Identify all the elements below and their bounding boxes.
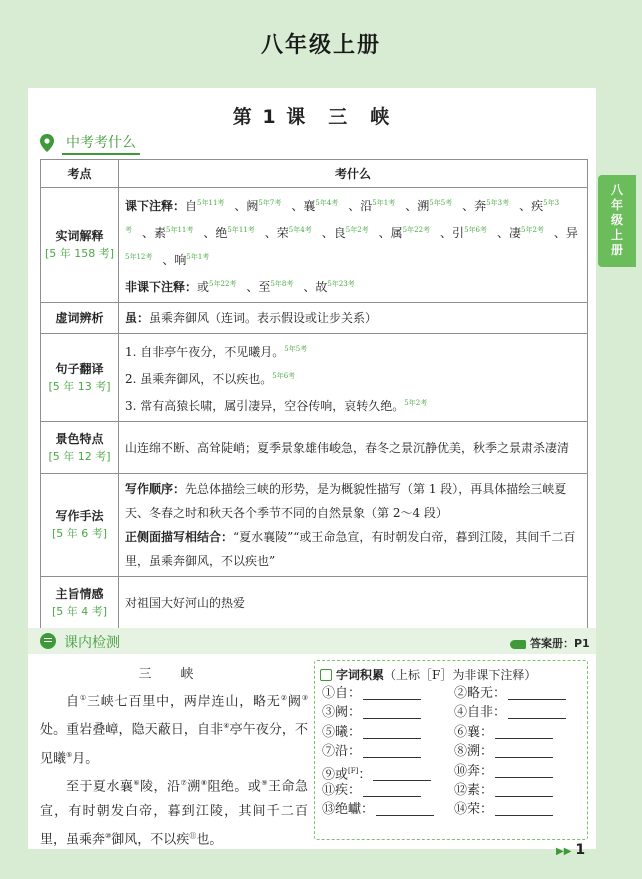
writing-order-label: 写作顺序： [125, 482, 186, 496]
side-tab-char: 八 [610, 183, 623, 197]
annotated-word: 、良 [321, 226, 346, 240]
vocab-label: ⑤曦： [322, 724, 362, 740]
exam-count: 5年6考 [272, 372, 296, 380]
vocab-item [454, 684, 586, 703]
vocab-label: ④自非： [454, 705, 507, 721]
annotated-word: 、襄 [291, 199, 316, 213]
answer-blank[interactable] [495, 784, 553, 797]
vocab-label: ⑩奔： [454, 763, 494, 779]
vocab-label: ③阙： [322, 705, 362, 721]
sentence-text: 3. 常有高猿长啸，属引凄异，空谷传响，哀转久绝。 [125, 399, 405, 413]
row-key-count: [5 年 4 考] [51, 604, 108, 618]
poem-text-run: 处。重岩叠嶂，隐天蔽日，自非 [40, 722, 224, 738]
lesson-title: 第 1 课 三 峡 [232, 106, 392, 128]
hand-pointer-icon [510, 640, 526, 649]
row-key-text: 实词解释 [55, 229, 104, 243]
annotated-word: 、引 [440, 226, 465, 240]
table-row [41, 188, 588, 303]
answer-blank[interactable] [363, 706, 421, 719]
annotated-word: 、异 [553, 226, 578, 240]
exam-count: 5年2考 [404, 399, 428, 407]
row-value [119, 474, 588, 577]
exam-count: 5年6考 [464, 226, 487, 234]
vocab-label: ⑥襄： [454, 724, 494, 740]
poem-paragraph [40, 771, 308, 853]
poem-text-run: 也。 [196, 832, 223, 848]
vocab-label: ⑨或 [322, 766, 349, 782]
vocab-grid [322, 684, 586, 820]
answer-blank[interactable] [363, 726, 421, 739]
annotated-word: 、奔 [462, 199, 487, 213]
poem-text [40, 686, 308, 853]
footnote-marker: ③ [301, 694, 308, 702]
vocab-label: ⑦沿： [322, 744, 362, 760]
word-list-2 [125, 272, 581, 299]
answer-blank[interactable] [495, 765, 553, 778]
footnote-marker: ② [280, 694, 288, 702]
annotated-word: 、疾 [519, 199, 544, 213]
book-title: 八年级上册 [260, 33, 381, 58]
side-tab-char: 级 [610, 213, 623, 227]
exam-count: 5年7考 [258, 199, 282, 207]
row-key [41, 422, 119, 474]
footnote-marker: ① [79, 694, 87, 702]
writing-technique-text: “夏水襄陵”“或王命急宣，有时朝发白帝，暮到江陵，其间千二百里，虽乘奔御风，不以疾也” [125, 530, 576, 568]
exam-count: 5年8考 [270, 280, 294, 288]
row-key-count: [5 年 6 考] [51, 527, 108, 540]
function-word-text: 虽乘奔御风（连词。表示假设或让步关系） [149, 311, 378, 325]
exam-count: 5年23考 [327, 280, 355, 288]
exam-count: 5年12考 [125, 253, 153, 261]
exam-count: 5年5考 [284, 345, 308, 353]
side-tab-char: 年 [610, 198, 623, 212]
vocab-item [454, 723, 586, 742]
exam-count: 5年11考 [227, 226, 255, 234]
poem-text-run: 溯 [187, 779, 201, 795]
row-key-text: 句子翻译 [55, 361, 104, 376]
row-key-count: [5 年 12 考] [48, 449, 111, 463]
annotated-word: 、至 [246, 280, 271, 294]
row-value [119, 334, 588, 422]
poem-text-run: 月。 [72, 750, 99, 766]
exam-count: 5年3考 [125, 199, 560, 234]
left-frame [0, 88, 28, 879]
poem-text-run: 王命急宣，有时朝发白帝，暮到江陵，其间千二百里，虽乘奔 [40, 779, 308, 848]
poem-text-run: 至于夏水襄 [66, 779, 134, 795]
answer-reference[interactable] [510, 635, 590, 651]
vocab-label: ⑫素： [454, 782, 494, 798]
row-key [41, 474, 119, 577]
writing-technique-label: 正侧面描写相结合： [125, 530, 234, 544]
vocab-item [454, 800, 586, 819]
writing-order [125, 477, 581, 525]
answer-blank[interactable] [508, 706, 566, 719]
poem-text-run: 亭午夜分，不见曦 [40, 722, 308, 766]
annotated-word: 、沿 [348, 199, 373, 213]
poem-title: 三 峡 [138, 667, 202, 682]
answer-blank[interactable] [495, 745, 553, 758]
vocab-item [322, 781, 454, 800]
edit-icon [320, 669, 332, 681]
exam-count: 5年2考 [521, 226, 544, 234]
answer-blank[interactable] [373, 768, 431, 781]
vocab-item [322, 762, 454, 781]
side-tab[interactable] [598, 175, 636, 267]
annotated-word: 、绝 [203, 226, 228, 240]
exam-count: 5年1考 [372, 199, 396, 207]
answer-blank[interactable] [363, 687, 421, 700]
footnote-marker: ⑨ [261, 778, 269, 787]
table-row [41, 334, 588, 422]
function-word-label: 虽： [125, 311, 150, 325]
footnote-marker: ⑩ [105, 832, 112, 841]
answer-blank[interactable] [495, 726, 553, 739]
annotated-word: 自 [185, 199, 198, 213]
exam-count: 5年11考 [197, 199, 225, 207]
list-icon [40, 633, 56, 649]
side-tab-char: 册 [610, 243, 623, 257]
sentence [125, 391, 581, 418]
annotated-word: 、属 [378, 226, 403, 240]
section-heading [40, 132, 140, 154]
annotated-word: 、溯 [405, 199, 430, 213]
section2-title: 课内检测 [64, 635, 120, 651]
bottom-band [0, 849, 642, 879]
row-key-text: 景色特点 [55, 431, 104, 446]
table-row [41, 422, 588, 474]
vocab-label: ⑪疾： [322, 782, 362, 798]
vocab-label: ⑭荣： [454, 802, 494, 818]
answer-text: 答案册：P1 [530, 637, 590, 650]
annotated-word: 、故 [303, 280, 328, 294]
poem-text-run: 自 [66, 694, 80, 710]
poem-text-run: 御风，不以疾 [111, 832, 190, 848]
exam-count: 5年5考 [429, 199, 453, 207]
answer-blank[interactable] [495, 803, 553, 816]
row-key-text: 主旨情感 [55, 586, 104, 601]
row-value [119, 188, 588, 303]
header-key: 考点 [41, 160, 119, 188]
answer-blank[interactable] [363, 745, 421, 758]
sentence-text: 2. 虽乘奔御风，不以疾也。 [125, 372, 273, 386]
row-key-count: [5 年 158 考] [44, 247, 115, 260]
annotated-word: 或 [197, 280, 210, 294]
theme-text: 对祖国大好河山的热爱 [125, 595, 246, 610]
vocab-title: 字词积累 [336, 668, 385, 682]
answer-blank[interactable] [363, 784, 421, 797]
annotated-word: 、凄 [496, 226, 521, 240]
footnote-marker: ⑪ [189, 832, 197, 841]
row-key-count: [5 年 13 考] [48, 379, 111, 393]
sentence [125, 364, 581, 391]
exam-count: 5年3考 [486, 199, 510, 207]
word-items [125, 199, 578, 267]
table-row [41, 303, 588, 334]
vocab-item [322, 723, 454, 742]
table-row [41, 577, 588, 629]
vocab-item [322, 742, 454, 761]
vocab-item [454, 762, 586, 781]
page-number-text: 1 [575, 842, 586, 858]
answer-blank[interactable] [508, 687, 566, 700]
location-pin-icon [40, 134, 54, 152]
note-label: 课下注释： [125, 199, 186, 213]
header-value: 考什么 [119, 160, 588, 188]
vocab-item [322, 684, 454, 703]
row-value [119, 422, 588, 474]
exam-count: 5年22考 [402, 226, 431, 234]
writing-technique [125, 525, 581, 573]
exam-count: 5年4考 [288, 226, 312, 234]
exam-count: 5年22考 [209, 280, 237, 288]
annotated-word: 、荣 [264, 226, 289, 240]
row-value [119, 577, 588, 629]
exam-count: 5年4考 [315, 199, 339, 207]
sentence-text: 1. 自非亭午夜分，不见曦月。 [125, 345, 285, 359]
vocab-label: ⑧溯： [454, 744, 494, 760]
poem-paragraph [40, 686, 308, 771]
exam-count: 5年1考 [186, 253, 210, 261]
footnote-marker: ⑦ [180, 778, 188, 787]
footnote-marker: ⑥ [133, 778, 141, 787]
word-items-2 [197, 280, 365, 294]
row-key [41, 334, 119, 422]
vocab-note: （上标［F］为非课下注释） [384, 668, 537, 682]
vocab-label: ①自： [322, 686, 362, 701]
vocab-colon: ： [358, 766, 372, 782]
knowledge-table [40, 159, 588, 629]
poem-text-run: 三峡七百里中，两岸连山，略无 [86, 694, 281, 710]
exam-count: 5年11考 [166, 226, 194, 234]
vocab-item [454, 703, 586, 722]
annotated-word: 、响 [162, 253, 187, 267]
poem-text-run: 阻绝。或 [207, 779, 262, 795]
annotated-word: 、阙 [234, 199, 259, 213]
table-header-row [41, 160, 588, 188]
table-row [41, 474, 588, 577]
vocab-item [322, 703, 454, 722]
row-key-text: 写作手法 [55, 509, 104, 523]
sentence [125, 337, 581, 364]
word-list [125, 191, 581, 272]
writing-order-text: 先总体描绘三峡的形势，是为概貌性描写（第 1 段），再具体描绘三峡夏天、冬春之时和秋天各个季节不同的自然景象（第 2～4 段） [125, 482, 567, 520]
annotated-word: 、素 [142, 226, 167, 240]
vocab-label: ②略无： [454, 686, 507, 701]
scenery-text: 山连绵不断、高耸陡峭；夏季景象雄伟峻急，春冬之景沉静优美，秋季之景肃杀凄清 [125, 440, 570, 455]
page-number [556, 842, 585, 858]
poem-text-run: 陵，沿 [140, 779, 181, 795]
footnote-marker: ④ [223, 722, 230, 731]
vocab-heading [320, 666, 536, 683]
answer-blank[interactable] [376, 803, 434, 816]
side-tab-char: 上 [610, 228, 623, 242]
row-key [41, 188, 119, 303]
vocab-item [322, 800, 454, 819]
footnote-marker: ⑧ [200, 778, 208, 787]
row-key-text: 虚词辨析 [55, 311, 104, 325]
row-value [119, 303, 588, 334]
poem-text-run: 阙 [287, 694, 302, 710]
footnote-marker: ⑤ [66, 750, 73, 759]
double-arrow-icon: ▶▶ [556, 846, 572, 857]
vocab-label: ⑬绝巘： [322, 802, 375, 818]
non-note-mark: [F] [348, 766, 359, 775]
row-key [41, 303, 119, 334]
exam-count: 5年2考 [345, 226, 369, 234]
non-note-label: 非课下注释： [125, 280, 198, 294]
vocab-item [454, 781, 586, 800]
section-title: 中考考什么 [62, 132, 140, 155]
row-key [41, 577, 119, 629]
vocab-item [454, 742, 586, 761]
